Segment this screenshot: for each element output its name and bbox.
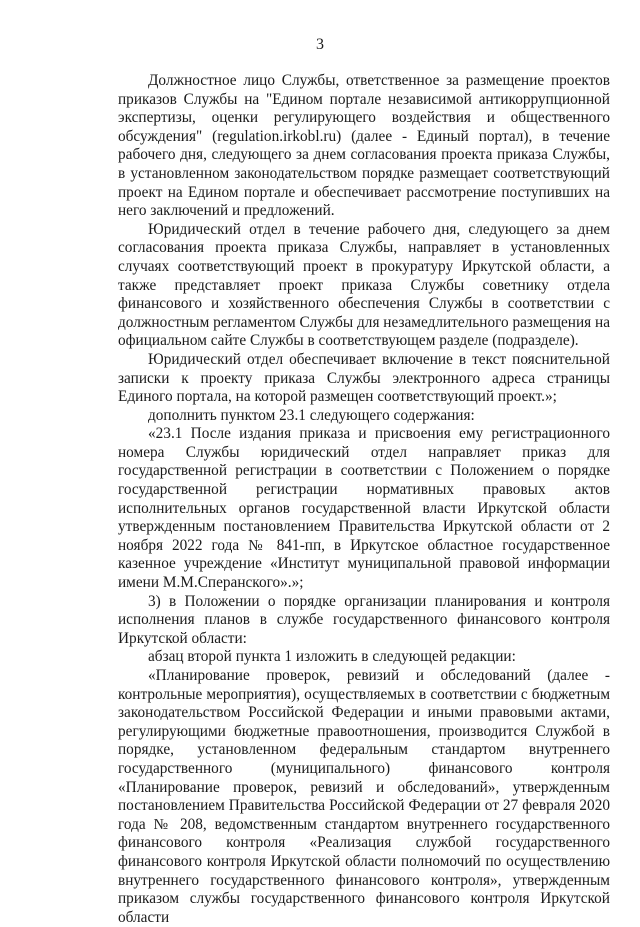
- page-number: 3: [316, 36, 324, 53]
- paragraph-second-paragraph-note: абзац второй пункта 1 изложить в следующей редакции:: [148, 648, 516, 666]
- paragraph-item-3: 3) в Положении о порядке организации планирования и контроля исполнения планов в службе государственного финансового контроля Иркутской области:: [118, 592, 610, 647]
- paragraph-add-clause-23-1: дополнить пунктом 23.1 следующего содержания:: [148, 406, 475, 424]
- paragraph-explanatory-note: Юридический отдел обеспечивает включение в текст пояснительной записки к проекту приказа Службы электронного адреса страницы Единого портала, на которой размещен соответствующий проект.»;: [118, 350, 610, 406]
- paragraph-clause-23-1: «23.1 После издания приказа и присвоения ему регистрационного номера Службы юридический отдел направляет приказ для государственной регистрации в соответствии с Положением о порядке государственной регистрации нормативных правовых актов исполнительных органов государственной власти Иркутской области утвержденным постановлением Правительства Иркутской области от 2 ноября 2022 года № 841-пп, в Иркутское областное государственное казенное учреждение «Институт муниципальной правовой информации имени М.М.Сперанского».»;: [118, 425, 610, 592]
- paragraph-portal-placement: Должностное лицо Службы, ответственное за размещение проектов приказов Службы на "Едином портале независимой антикоррупционной экспертизы, оценки регулирующего воздействия и общественного обсуждения" (regulation.irkobl.ru) (далее - Единый портал), в течение рабочего дня, следующего за днем согласования проекта приказа Службы, в установленном законодательством порядке размещает соответствующий проект на Едином портале и обеспечивает рассмотрение поступивших на него заключений и предложений.: [118, 72, 610, 220]
- paragraph-planning: «Планирование проверок, ревизий и обследований (далее - контрольные мероприятия), осуществляемых в соответствии с бюджетным законодательством Российской Федерации и иными правовыми актами, регулирующими бюджетные правоотношения, производится Службой в порядке, установленном федеральным стандартом внутреннего государственного (муниципального) финансового контроля «Планирование проверок, ревизий и обследований», утвержденным постановлением Правительства Российской Федерации от 27 февраля 2020 года № 208, ведомственным стандартом внутреннего государственного финансового контроля «Реализация службой государственного финансового контроля Иркутской области полномочий по осуществлению внутреннего государственного финансового контроля», утвержденным приказом службы государственного финансового контроля Иркутской области: [118, 667, 610, 926]
- paragraph-legal-department-prosecutor: Юридический отдел в течение рабочего дня, следующего за днем согласования проекта приказа Службы, направляет в установленных случаях соответствующий проект в прокуратуру Иркутской области, а также представляет проект приказа Службы советнику отдела финансового и хозяйственного обеспечения Службы в соответствии с должностным регламентом Службы для незамедлительного размещения на официальном сайте Службы в соответствующем разделе (подразделе).: [118, 220, 610, 350]
